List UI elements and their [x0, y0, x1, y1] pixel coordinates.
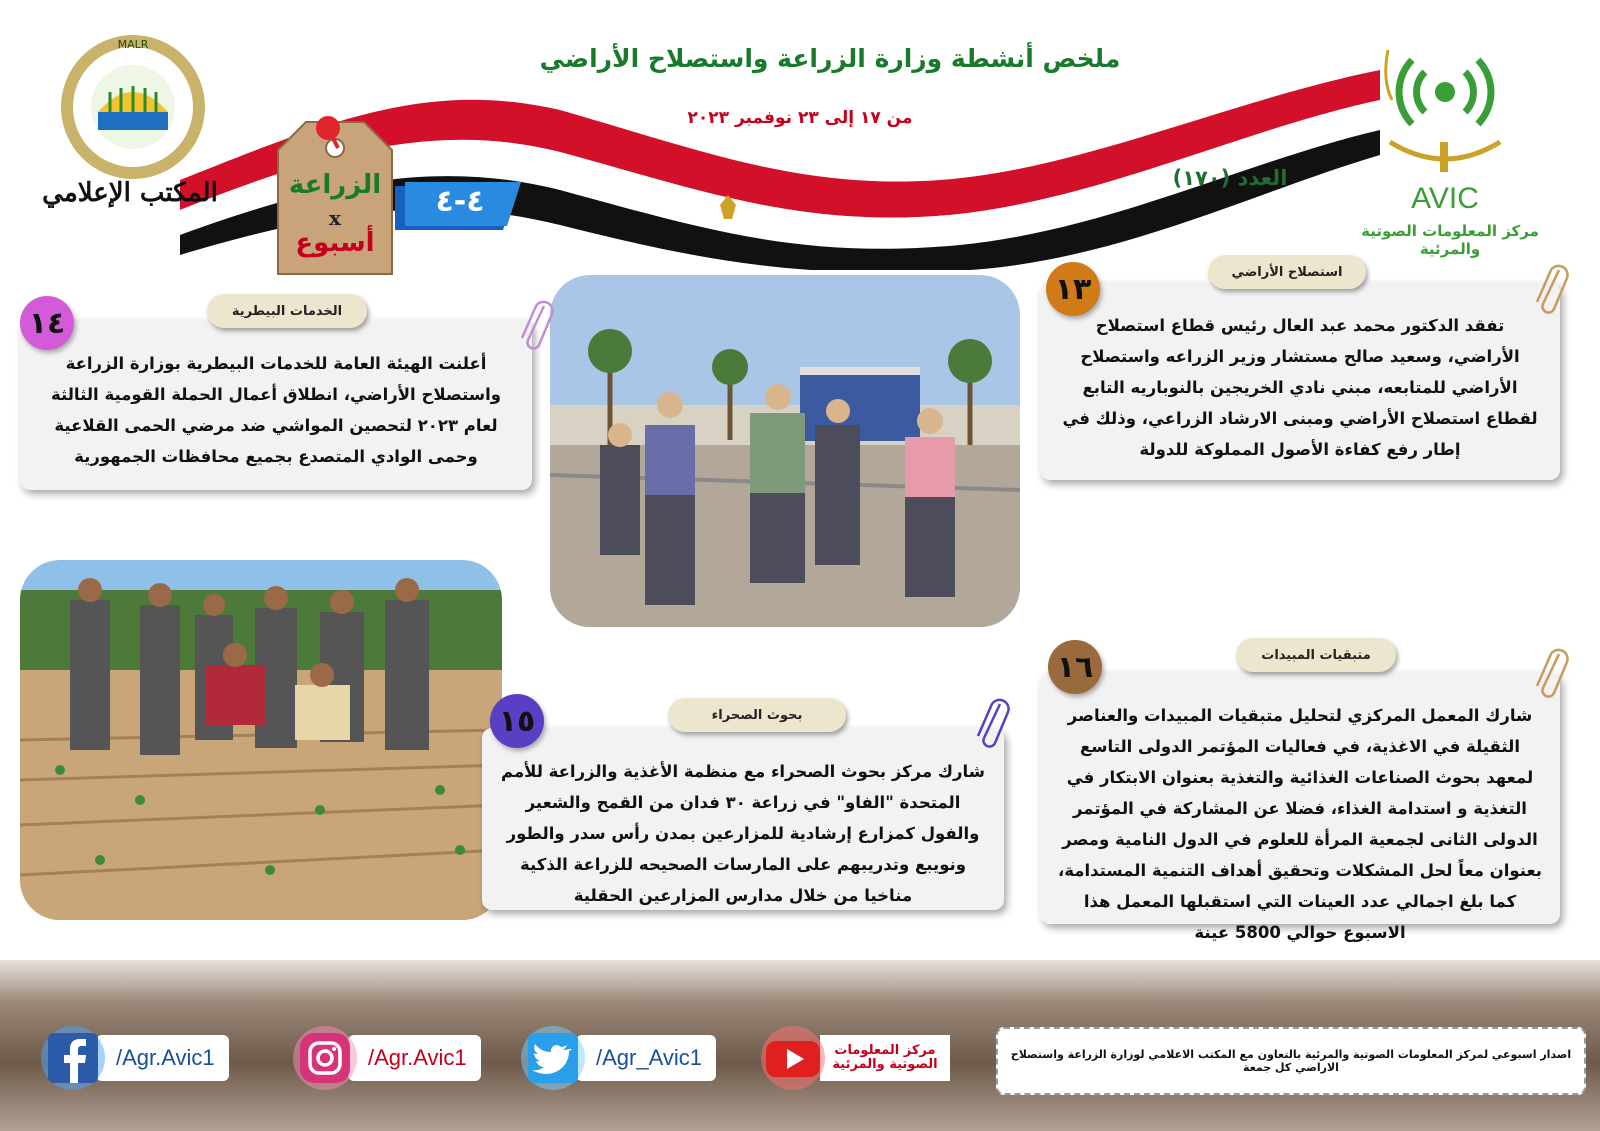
category-pill-veterinary: الخدمات البيطرية	[207, 294, 367, 328]
paperclip-icon	[520, 300, 554, 358]
youtube-label: مركز المعلومات الصوتية والمرئية	[820, 1035, 950, 1081]
date-range: من ١٧ إلى ٢٣ نوفمبر ٢٠٢٣	[687, 108, 913, 128]
facebook-link[interactable]	[40, 1032, 229, 1084]
ministry-logo	[58, 32, 208, 182]
card-16-text: شارك المعمل المركزي لتحليل متبقيات المبيدات والعناصر الثقيلة في الاغذية، في فعاليات المؤتمر الدولى التاسع لمعهد بحوث الصناعات الغذائية والتغذية بعنوان الابتكار في التغذية و استدامة الغذاء، فضلا عن المشاركة في المؤتمر الدولى الثانى لجمعية المرأة للعلوم في الدول النامية ومصر بعنوان معاً لحل المشكلات وتحقيق أهداف التنمية المستدامة، كما بلغ اجمالي عدد العينات التي استقبلها المعمل هذا الاسبوع حوالي 5800 عينة	[1057, 706, 1542, 942]
news-card-16	[1040, 672, 1560, 942]
category-pill-land-reclamation: استصلاح الأراضي	[1208, 255, 1366, 289]
media-office-label: المكتب الإعلامي	[42, 178, 218, 208]
facebook-handle: /Agr.Avic1	[96, 1035, 229, 1081]
tag-times: x	[329, 206, 341, 230]
footer-note: اصدار اسبوعي لمركز المعلومات الصوتية والمرئية بالتعاون مع المكتب الاعلامي لوزارة الزراعة واستصلاح الاراضي كل جمعة	[996, 1027, 1586, 1095]
tag-week: أسبوع	[295, 228, 375, 258]
avic-logo	[1370, 30, 1510, 220]
paperclip-icon	[1535, 264, 1569, 322]
instagram-icon	[292, 1025, 358, 1091]
number-badge-15: ١٥	[490, 694, 544, 748]
avic-caption: مركز المعلومات الصوتية والمرئية	[1361, 222, 1539, 258]
svg-text:MALR: MALR	[117, 38, 149, 51]
news-card-14	[20, 320, 532, 490]
news-card-15	[482, 728, 1004, 910]
twitter-link[interactable]	[520, 1032, 716, 1084]
paperclip-icon	[976, 698, 1010, 756]
farmers-photo	[20, 560, 502, 920]
instagram-link[interactable]	[292, 1032, 481, 1084]
instagram-handle: /Agr.Avic1	[348, 1035, 481, 1081]
category-pill-pesticide-residues: متبقيات المبيدات	[1236, 638, 1396, 672]
inspection-photo	[550, 275, 1020, 627]
category-pill-desert-research: بحوث الصحراء	[668, 698, 846, 732]
news-card-13	[1040, 282, 1560, 480]
issue-number: العدد (١٧٠)	[1172, 166, 1288, 190]
number-badge-16: ١٦	[1048, 640, 1102, 694]
paperclip-icon	[1535, 648, 1569, 706]
youtube-link[interactable]	[760, 1032, 950, 1084]
youtube-icon	[760, 1025, 826, 1091]
card-13-text: تفقد الدكتور محمد عبد العال رئيس قطاع استصلاح الأراضي، وسعيد صالح مستشار وزير الزراعه واستصلاح الأراضي للمتابعه، مبني نادي الخريجين بالنوباريه التابع لقطاع استصلاح الأراضي ومبنى الارشاد الزراعي، وذلك في إطار رفع كفاءة الأصول المملوكة للدولة	[1062, 316, 1538, 459]
twitter-icon	[520, 1025, 586, 1091]
series-number: ٤-٤	[435, 184, 485, 219]
twitter-handle: /Agr_Avic1	[576, 1035, 716, 1081]
number-badge-14: ١٤	[20, 296, 74, 350]
page-title: ملخص أنشطة وزارة الزراعة واستصلاح الأراضي	[539, 44, 1121, 73]
facebook-icon	[40, 1025, 106, 1091]
number-badge-13: ١٣	[1046, 262, 1100, 316]
card-15-text: شارك مركز بحوث الصحراء مع منظمة الأغذية والزراعة للأمم المتحدة "الفاو" في زراعة ٣٠ فدان من القمح والشعير والفول كمزارع إرشادية للمزارعين بمدن رأس سدر والطور ونويبع وتدريبهم على المارسات الصحيحه للزراعة الذكية مناخيا من خلال مدارس المزارعين الحقلية	[501, 762, 985, 905]
tag-agriculture: الزراعة	[288, 170, 382, 200]
svg-text:AVIC: AVIC	[1411, 182, 1479, 215]
card-14-text: أعلنت الهيئة العامة للخدمات البيطرية بوزارة الزراعة واستصلاح الأراضي، انطلاق أعمال الحملة القومية الثالثة لعام ٢٠٢٣ لتحصين المواشي ضد مرضي الحمى القلاعية وحمى الوادي المتصدع بجميع محافظات الجمهورية	[50, 354, 502, 466]
